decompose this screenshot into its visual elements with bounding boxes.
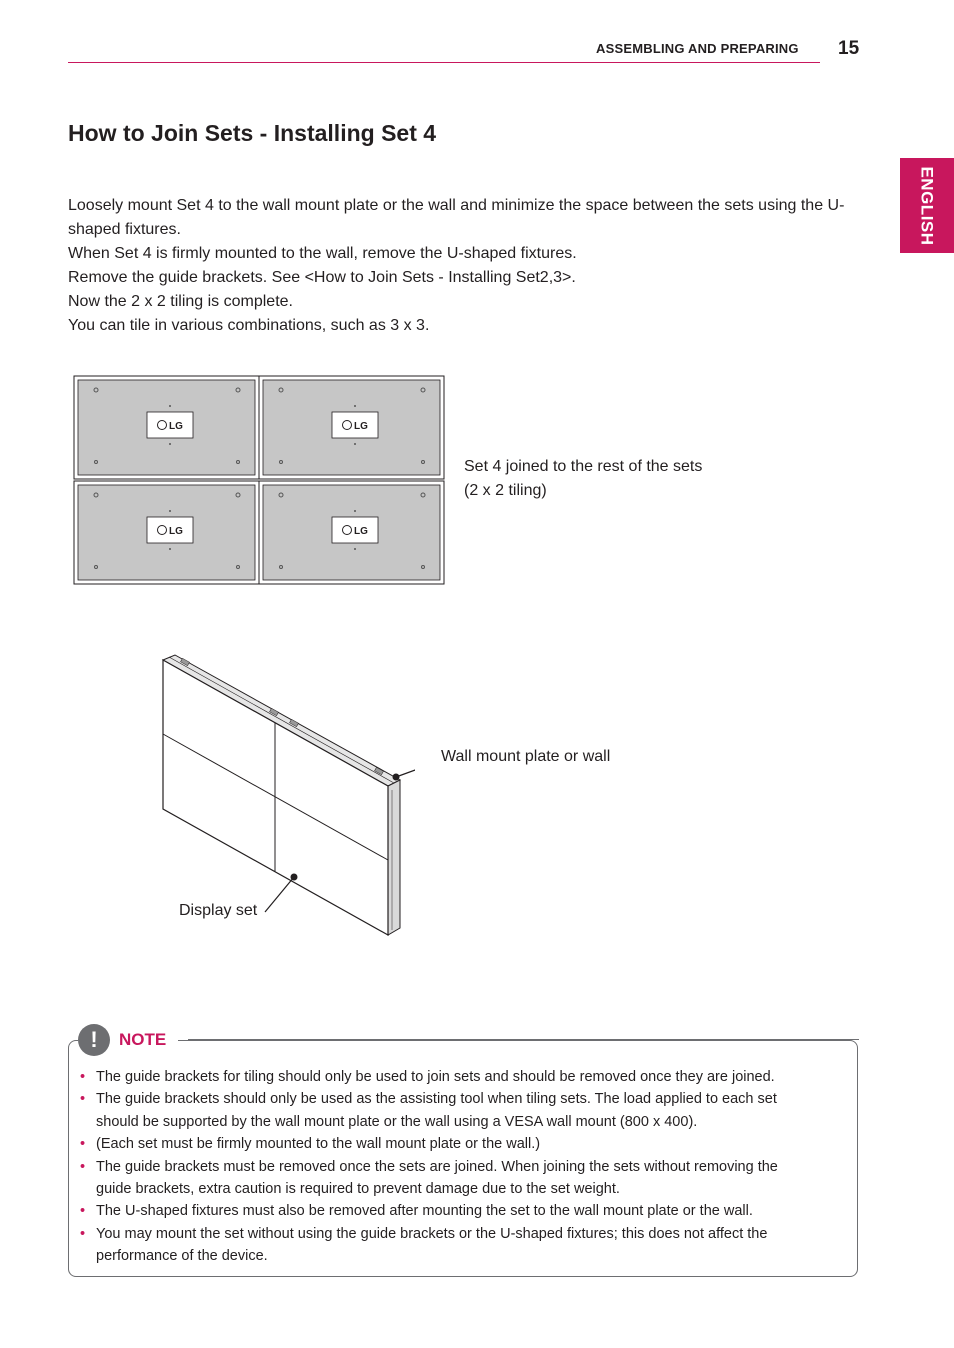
display-side-edge [388,780,400,935]
instruction-paragraph: When Set 4 is firmly mounted to the wall, remove the U-shaped fixtures. [68,245,577,262]
page-title: How to Join Sets - Installing Set 4 [68,120,437,146]
instruction-paragraph: Now the 2 x 2 tiling is complete. [68,293,293,310]
lg-logo: LG [354,421,368,432]
note-item: • You may mount the set without using the guide brackets or the U-shaped fixtures; this does not affect the performance of the device. [80,1223,810,1268]
rear-panel [259,376,444,479]
lg-logo: LG [354,526,368,537]
page-number: 15 [838,38,860,59]
instruction-paragraph: You can tile in various combinations, such as 3 x 3. [68,317,430,334]
note-list [80,1066,810,1268]
display-pointer-dot [291,874,298,881]
instruction-paragraph: Loosely mount Set 4 to the wall mount plate or the wall and minimize the space between the sets using the U-shaped fixtures. [68,197,845,238]
language-tab-label: ENGLISH [918,165,937,246]
note-label: NOTE [119,1030,167,1049]
note-item: • The U-shaped fixtures must also be removed after mounting the set to the wall mount plate or the wall. [80,1200,810,1222]
wall-mount-perspective-figure [155,650,415,940]
note-header [78,1023,178,1057]
note-item: • The guide brackets must be removed once the sets are joined. When joining the sets without removing the guide brackets, extra caution is required to prevent damage due to the set weight. [80,1156,810,1201]
exclamation-icon: ! [78,1024,110,1056]
rear-panel [259,481,444,584]
section-title: ASSEMBLING AND PREPARING [596,41,799,56]
rear-panel [74,481,259,584]
display-label: Display set [179,902,258,919]
caption-line: Set 4 joined to the rest of the sets [464,458,703,475]
note-top-rule [188,1039,859,1040]
figure1-caption [464,455,702,503]
wall-pointer-dot [393,774,400,781]
header-divider [68,62,820,63]
tiling-rear-view-figure [72,374,448,588]
lg-logo: LG [169,526,183,537]
wall-label: Wall mount plate or wall [441,748,611,765]
rear-panel [74,376,259,479]
lg-logo: LG [169,421,183,432]
language-tab [900,158,954,253]
caption-line: (2 x 2 tiling) [464,482,547,499]
note-item: • The guide brackets for tiling should only be used to join sets and should be removed once they are joined. [80,1066,810,1088]
instructions [68,194,848,338]
instruction-paragraph: Remove the guide brackets. See <How to Join Sets - Installing Set2,3>. [68,269,576,286]
note-item: • (Each set must be firmly mounted to the wall mount plate or the wall.) [80,1133,810,1155]
note-item: • The guide brackets should only be used as the assisting tool when tiling sets. The load applied to each set should be supported by the wall mount plate or the wall using a VESA wall mount (800 x 400). [80,1088,810,1133]
